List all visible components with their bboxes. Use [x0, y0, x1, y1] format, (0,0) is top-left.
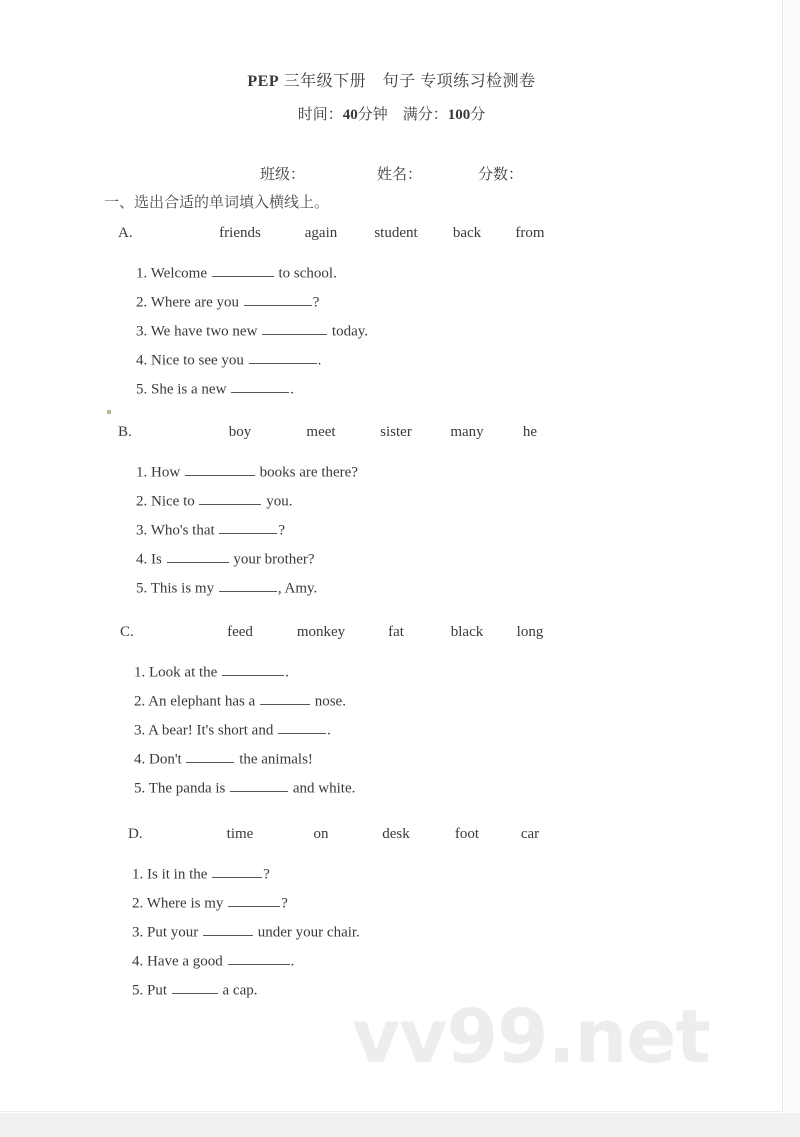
- fill-in-question: [136, 548, 315, 568]
- question-text-before-blank: How: [147, 464, 184, 481]
- score-field-label: 分数：: [478, 167, 524, 183]
- word-bank-option[interactable]: student: [374, 225, 418, 241]
- word-bank-option[interactable]: car: [520, 826, 540, 842]
- answer-blank[interactable]: [230, 777, 288, 792]
- question-number: 4.: [136, 551, 148, 568]
- question-number: 1.: [134, 664, 146, 681]
- question-number: 2.: [132, 895, 144, 912]
- word-bank-b: [0, 424, 783, 452]
- answer-blank[interactable]: [228, 950, 290, 965]
- question-text-before-blank: She is a new: [147, 381, 231, 398]
- question-number: 3.: [136, 522, 148, 539]
- answer-blank[interactable]: [222, 661, 284, 676]
- answer-blank[interactable]: [260, 690, 310, 705]
- word-bank-c: [0, 624, 783, 652]
- fill-in-question: [132, 921, 360, 941]
- score-label: 满分：: [402, 107, 448, 123]
- question-text-before-blank: This is my: [147, 580, 218, 597]
- exercise-group-a: [0, 225, 783, 398]
- site-watermark: vv99.net: [352, 994, 710, 1080]
- word-bank-option[interactable]: from: [515, 225, 545, 241]
- question-text-before-blank: An elephant has a: [145, 693, 259, 710]
- question-text-before-blank: Where are you: [147, 294, 243, 311]
- answer-blank[interactable]: [212, 863, 262, 878]
- exercise-group-c: [0, 624, 783, 797]
- fill-in-question: [134, 661, 289, 681]
- question-text-before-blank: Don't: [145, 751, 186, 768]
- word-bank-option[interactable]: he: [522, 424, 538, 440]
- fill-in-question: [136, 291, 319, 311]
- fill-in-question: [134, 777, 355, 797]
- page-title-main: 三年级下册 句子 专项练习检测卷: [283, 73, 536, 90]
- question-text-before-blank: Look at the: [145, 664, 222, 681]
- fill-in-question: [134, 748, 313, 768]
- question-text-after-blank: under your chair.: [254, 924, 360, 941]
- word-bank-option[interactable]: back: [452, 225, 482, 241]
- page-right-gutter: [784, 0, 800, 1137]
- word-bank-letter-d: D.: [128, 826, 143, 842]
- question-text-after-blank: ?: [263, 866, 270, 883]
- exercise-group-d: [0, 826, 783, 999]
- fill-in-question: [136, 577, 317, 597]
- question-text-after-blank: .: [285, 664, 289, 681]
- answer-blank[interactable]: [172, 979, 218, 994]
- word-bank-letter-c: C.: [120, 624, 134, 640]
- word-bank-a: [0, 225, 783, 253]
- question-text-before-blank: Is it in the: [143, 866, 212, 883]
- question-number: 1.: [136, 464, 148, 481]
- word-bank-option[interactable]: many: [450, 424, 484, 440]
- word-bank-option[interactable]: fat: [388, 624, 404, 640]
- question-text-after-blank: a cap.: [218, 982, 258, 999]
- question-text-after-blank: , Amy.: [277, 580, 318, 597]
- question-text-after-blank: and white.: [289, 780, 356, 797]
- word-bank-option[interactable]: monkey: [296, 624, 346, 640]
- fill-in-question: [132, 979, 258, 999]
- question-number: 4.: [136, 352, 148, 369]
- word-bank-option[interactable]: long: [516, 624, 544, 640]
- fill-in-question: [132, 892, 288, 912]
- word-bank-d: [0, 826, 783, 854]
- answer-blank[interactable]: [203, 921, 253, 936]
- page-title-prefix: PEP: [247, 73, 280, 90]
- page-bottom-gutter: [0, 1113, 800, 1137]
- fill-in-question: [136, 349, 321, 369]
- word-bank-option[interactable]: sister: [380, 424, 412, 440]
- question-text-after-blank: you.: [262, 493, 293, 510]
- time-label: 时间：: [297, 107, 343, 123]
- time-value: 40: [342, 107, 358, 123]
- answer-blank[interactable]: [219, 519, 277, 534]
- word-bank-option[interactable]: friends: [219, 225, 261, 241]
- question-text-after-blank: today.: [328, 323, 369, 340]
- question-text-after-blank: the animals!: [235, 751, 313, 768]
- question-text-before-blank: A bear! It's short and: [145, 722, 278, 739]
- scan-artifact-speck: [107, 410, 111, 414]
- question-number: 1.: [136, 265, 148, 282]
- fill-in-question: [136, 490, 292, 510]
- question-text-before-blank: Who's that: [147, 522, 219, 539]
- question-text-after-blank: your brother?: [229, 551, 315, 568]
- answer-blank[interactable]: [249, 349, 317, 364]
- word-bank-option[interactable]: boy: [228, 424, 252, 440]
- fill-in-question: [136, 378, 294, 398]
- question-number: 5.: [132, 982, 144, 999]
- word-bank-option[interactable]: feed: [227, 624, 253, 640]
- fill-in-question: [134, 719, 331, 739]
- word-bank-option[interactable]: on: [313, 826, 329, 842]
- word-bank-option[interactable]: desk: [382, 826, 410, 842]
- fill-in-question: [136, 320, 368, 340]
- question-number: 3.: [134, 722, 146, 739]
- fill-in-question: [134, 690, 346, 710]
- answer-blank[interactable]: [212, 262, 274, 277]
- fill-in-question: [136, 461, 358, 481]
- answer-blank[interactable]: [185, 461, 255, 476]
- question-number: 2.: [136, 493, 148, 510]
- time-unit: 分钟: [357, 107, 388, 123]
- question-number: 5.: [134, 780, 146, 797]
- answer-blank[interactable]: [186, 748, 234, 763]
- question-number: 3.: [132, 924, 144, 941]
- fill-in-question: [136, 519, 285, 539]
- question-number: 4.: [134, 751, 146, 768]
- question-text-after-blank: ?: [281, 895, 288, 912]
- answer-blank[interactable]: [167, 548, 229, 563]
- answer-blank[interactable]: [219, 577, 277, 592]
- question-text-after-blank: ?: [312, 294, 320, 311]
- exam-meta-line: [0, 103, 783, 124]
- word-bank-letter-b: B.: [118, 424, 132, 440]
- question-text-after-blank: to school.: [274, 265, 337, 282]
- question-number: 2.: [136, 294, 148, 311]
- answer-blank[interactable]: [262, 320, 327, 335]
- word-bank-letter-a: A.: [118, 225, 133, 241]
- question-text-after-blank: ?: [278, 522, 286, 539]
- question-text-before-blank: Where is my: [143, 895, 228, 912]
- answer-blank[interactable]: [199, 490, 261, 505]
- score-value: 100: [447, 107, 471, 123]
- fill-in-question: [132, 950, 294, 970]
- question-number: 1.: [132, 866, 144, 883]
- question-text-before-blank: Is: [147, 551, 166, 568]
- answer-blank[interactable]: [231, 378, 289, 393]
- question-text-before-blank: Welcome: [147, 265, 211, 282]
- fill-in-question: [132, 863, 270, 883]
- question-text-after-blank: .: [290, 381, 294, 398]
- question-text-before-blank: Put your: [143, 924, 203, 941]
- answer-blank[interactable]: [278, 719, 326, 734]
- question-number: 2.: [134, 693, 146, 710]
- question-text-after-blank: .: [317, 352, 322, 369]
- question-text-before-blank: Nice to see you: [147, 352, 248, 369]
- answer-blank[interactable]: [244, 291, 312, 306]
- question-number: 3.: [136, 323, 148, 340]
- question-text-before-blank: We have two new: [147, 323, 262, 340]
- word-bank-option[interactable]: foot: [454, 826, 480, 842]
- question-text-after-blank: .: [290, 953, 295, 970]
- question-number: 4.: [132, 953, 144, 970]
- score-unit: 分: [470, 107, 486, 123]
- answer-blank[interactable]: [228, 892, 280, 907]
- name-field-label: 姓名：: [376, 167, 422, 183]
- question-number: 5.: [136, 580, 148, 597]
- question-number: 5.: [136, 381, 148, 398]
- question-text-after-blank: nose.: [310, 693, 346, 710]
- word-bank-option[interactable]: black: [450, 624, 484, 640]
- page-title: [0, 68, 783, 91]
- question-text-before-blank: Nice to: [147, 493, 199, 510]
- question-text-before-blank: Put: [143, 982, 171, 999]
- class-field-label: 班级：: [259, 167, 305, 183]
- section-heading-one: 一、选出合适的单词填入横线上。: [104, 195, 330, 211]
- question-text-before-blank: The panda is: [145, 780, 230, 797]
- word-bank-option[interactable]: meet: [306, 424, 336, 440]
- student-info-row: [0, 163, 783, 184]
- question-text-after-blank: .: [327, 722, 331, 739]
- question-text-after-blank: books are there?: [255, 464, 358, 481]
- word-bank-option[interactable]: time: [226, 826, 254, 842]
- word-bank-option[interactable]: again: [304, 225, 338, 241]
- fill-in-question: [136, 262, 337, 282]
- exercise-group-b: [0, 424, 783, 597]
- question-text-before-blank: Have a good: [143, 953, 227, 970]
